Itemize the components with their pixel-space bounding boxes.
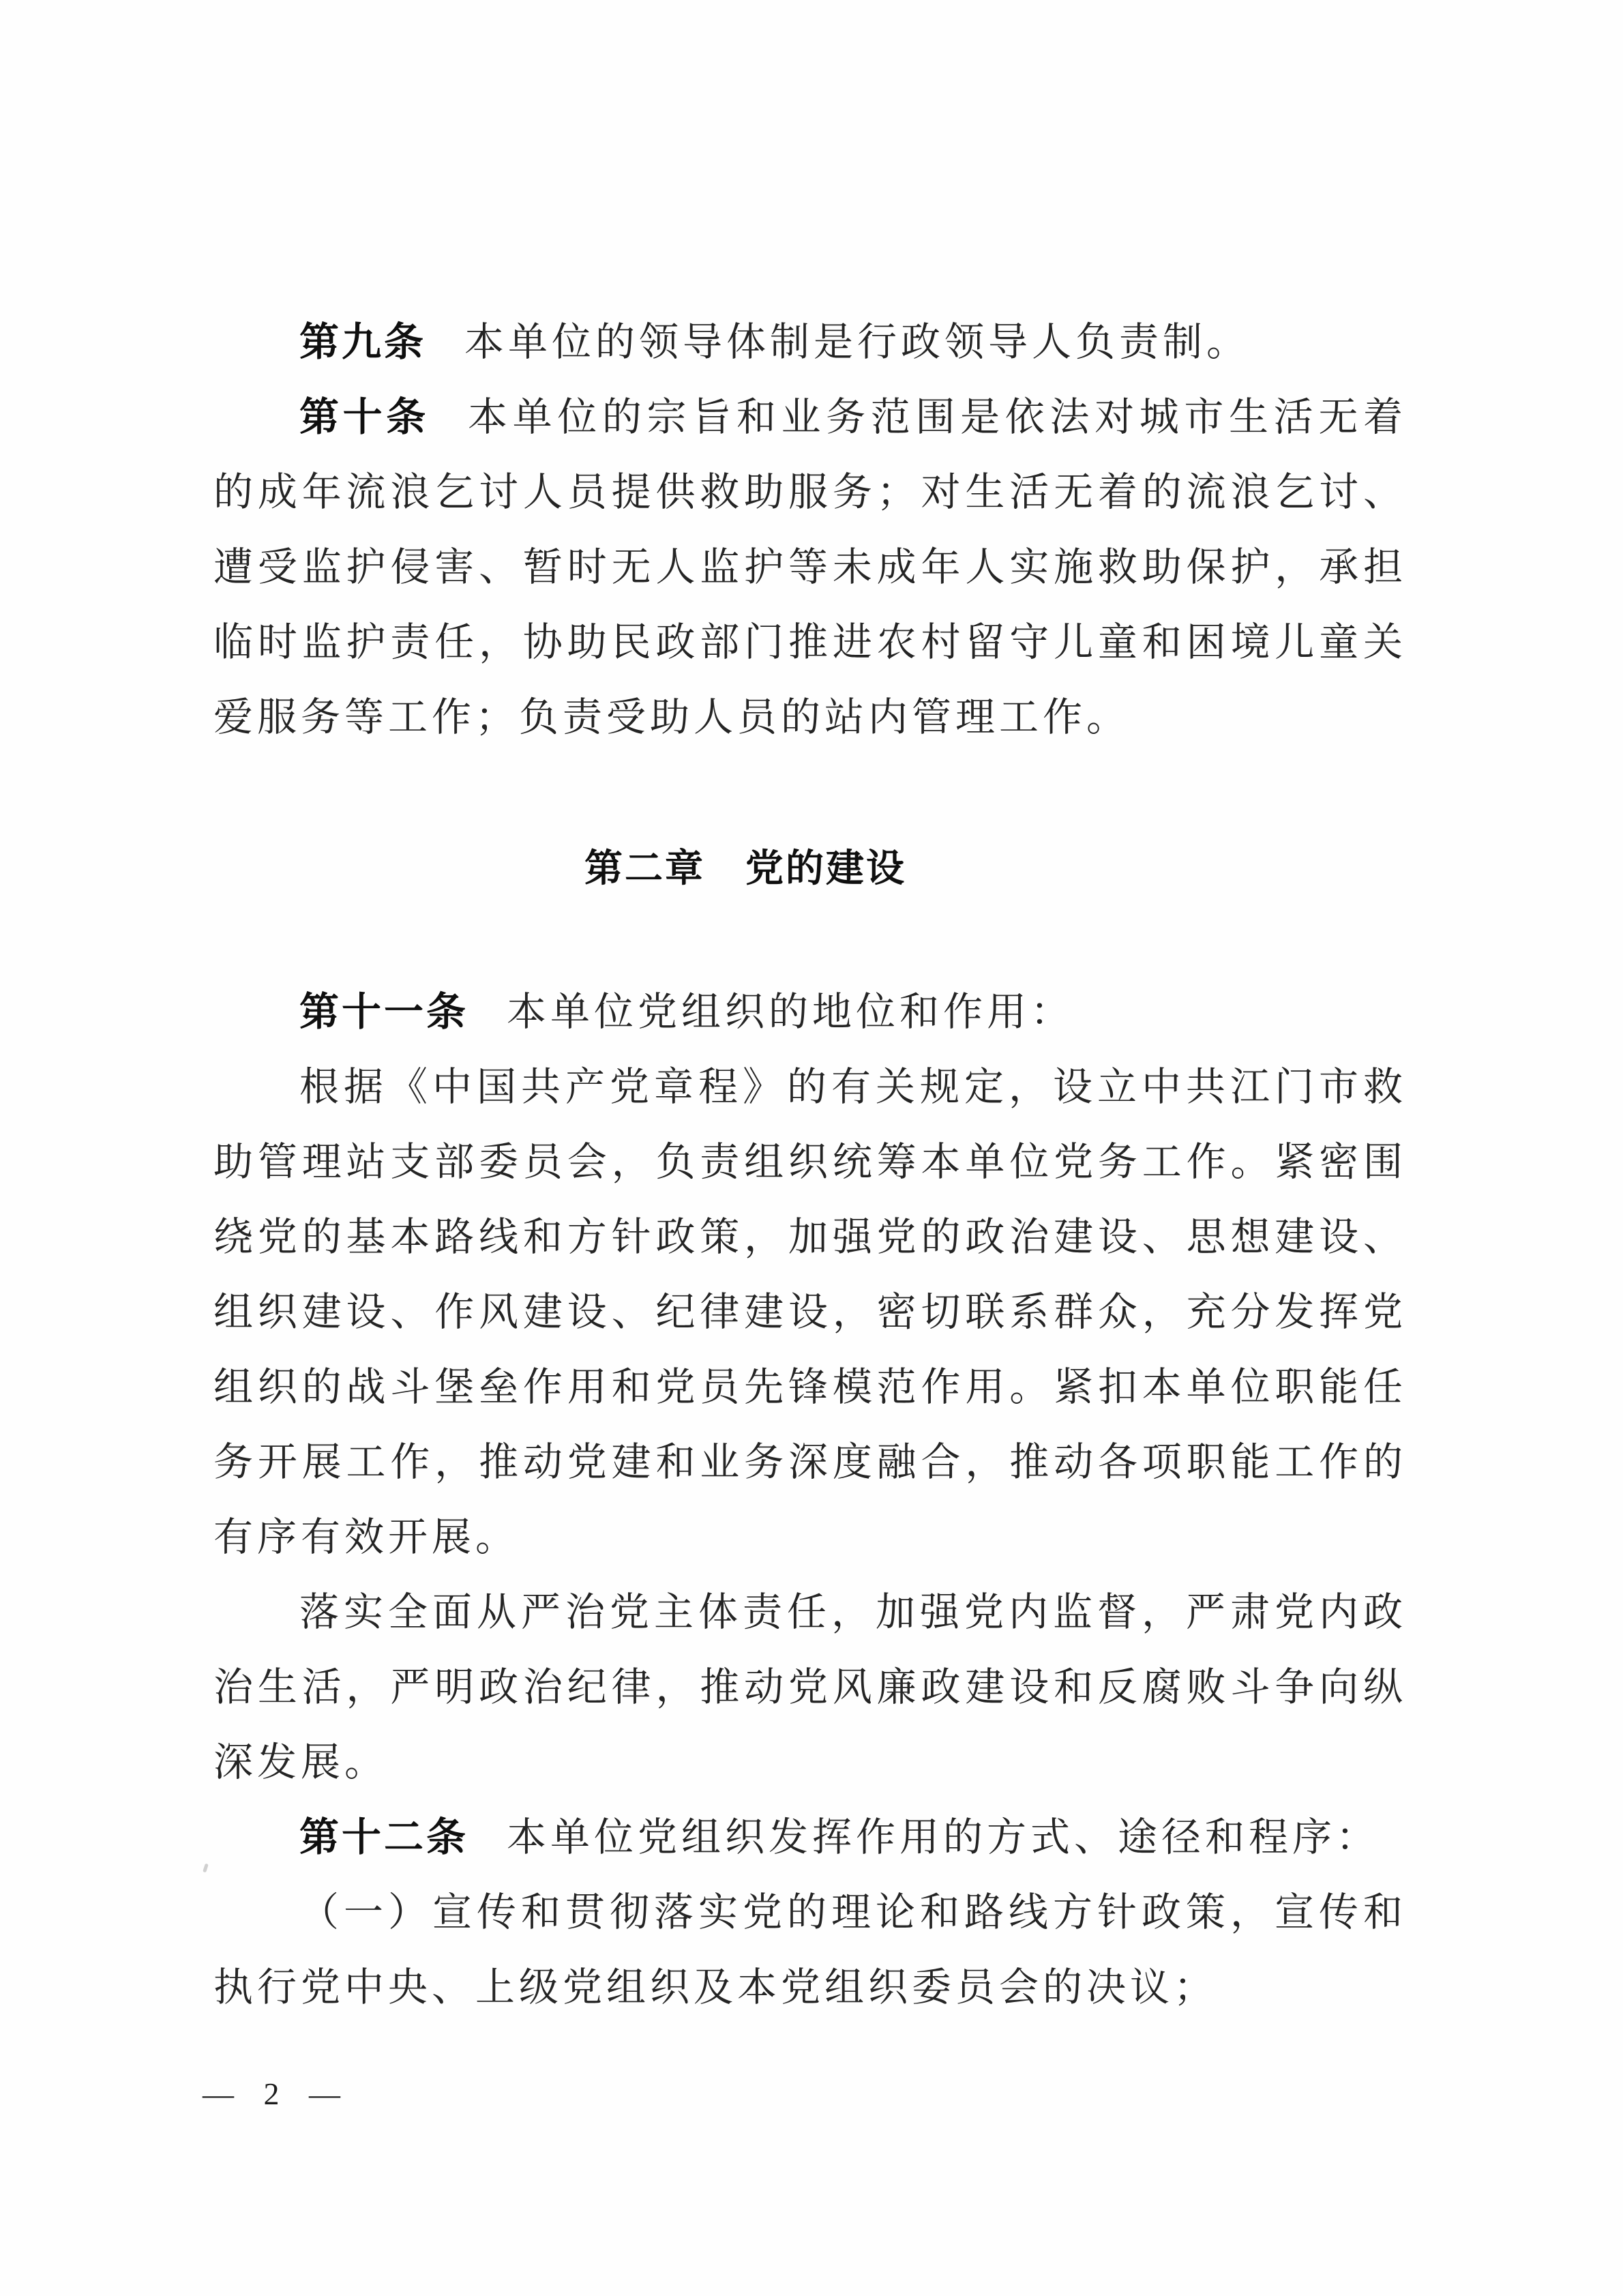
article-12-label: 第十二条 — [299, 1815, 469, 1859]
article-11-body-paragraph-2: 落实全面从严治党主体责任，加强党内监督，严肃党内政治生活，严明政治纪律，推动党风廉政建设和反腐败斗争向纵深发展。 — [213, 1590, 1407, 1784]
page-number-footer: — 2 — — [203, 2076, 351, 2111]
article-10-paragraph — [213, 380, 1407, 755]
article-12-item-1: （一）宣传和贯彻落实党的理论和路线方针政策，宣传和执行党中央、上级党组织及本党组织委员会的决议； — [213, 1890, 1407, 2010]
article-10-label: 第十条 — [299, 395, 430, 439]
article-11-text: 本单位党组织的地位和作用： — [507, 990, 1075, 1034]
article-11-body-paragraph-1: 根据《中国共产党章程》的有关规定，设立中共江门市救助管理站支部委员会，负责组织统筹本单位党务工作。紧密围绕党的基本路线和方针政策，加强党的政治建设、思想建设、组织建设、作风建设、纪律建设，密切联系群众，充分发挥党组织的战斗堡垒作用和党员先锋模范作用。紧扣本单位职能任务开展工作，推动党建和业务深度融合，推动各项职能工作的有序有效开展。 — [213, 1065, 1407, 1559]
article-9-text: 本单位的领导体制是行政领导人负责制。 — [464, 320, 1251, 364]
article-11-label: 第十一条 — [299, 990, 469, 1034]
article-12-paragraph — [213, 1800, 1407, 1875]
article-9-label: 第九条 — [299, 320, 427, 364]
article-11-paragraph — [213, 975, 1407, 1050]
article-10-text: 本单位的宗旨和业务范围是依法对城市生活无着的成年流浪乞讨人员提供救助服务；对生活无着的流浪乞讨、遭受监护侵害、暂时无人监护等未成年人实施救助保护，承担临时监护责任，协助民政部门推进农村留守儿童和困境儿童关爱服务等工作；负责受助人员的站内管理工作。 — [213, 395, 1407, 739]
article-9-paragraph — [213, 305, 1407, 380]
article-12-text: 本单位党组织发挥作用的方式、途径和程序： — [507, 1815, 1380, 1859]
scan-speck-artifact — [203, 1864, 209, 1873]
chapter-2-heading: 第二章 党的建设 — [584, 847, 906, 889]
document-body — [213, 305, 1407, 2025]
